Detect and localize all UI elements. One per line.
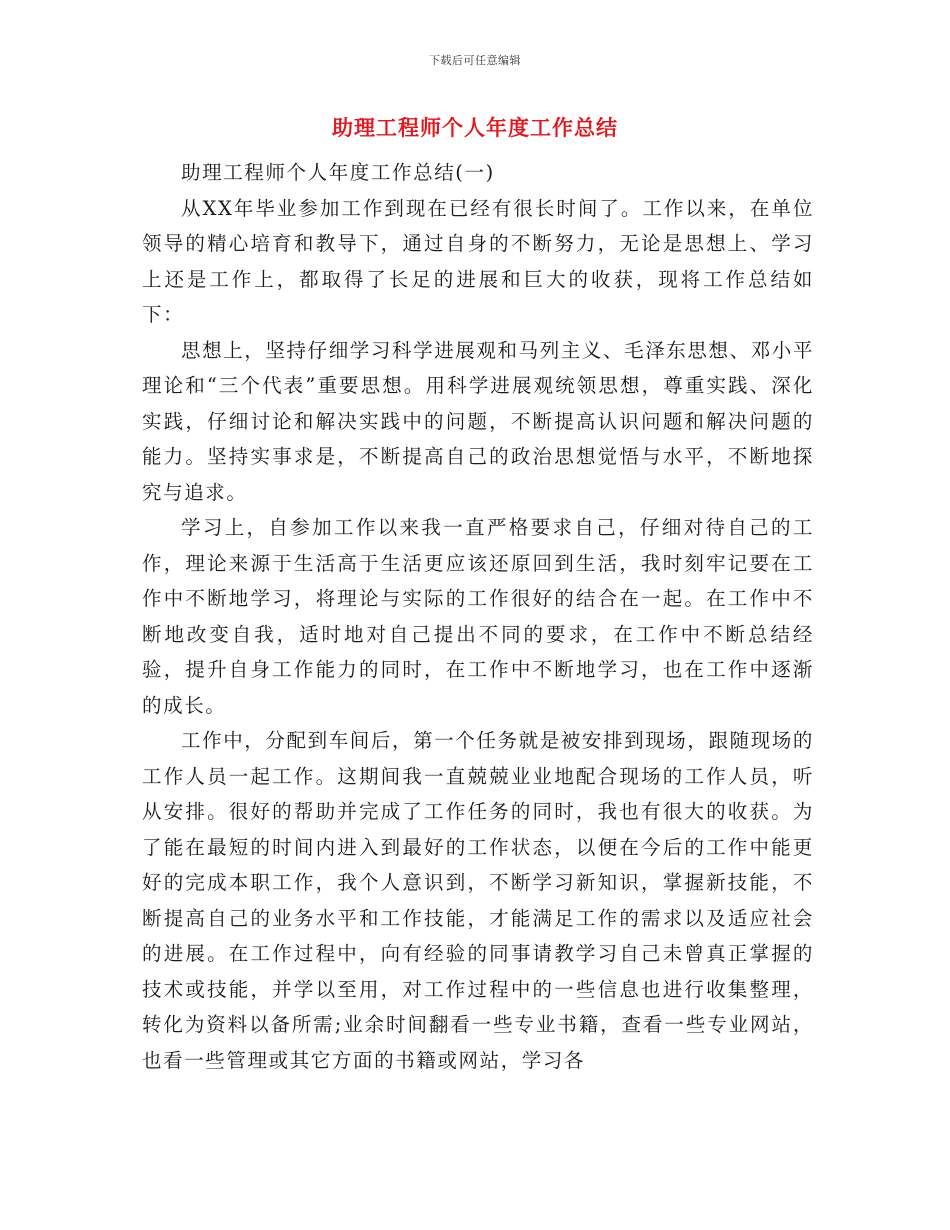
- header-note: 下载后可任意编辑: [429, 54, 521, 67]
- paragraph-intro: 从XX年毕业参加工作到现在已经有很长时间了。工作以来，在单位领导的精心培育和教导下，通过自身的不断努力，无论是思想上、学习上还是工作上，都取得了长足的进展和巨大的收获，现将工作总结如下：: [142, 196, 814, 326]
- paragraph-study: 学习上，自参加工作以来我一直严格要求自己，仔细对待自己的工作，理论来源于生活高于生活更应该还原回到生活，我时刻牢记要在工作中不断地学习，将理论与实际的工作很好的结合在一起。在工作中不断地改变自我，适时地对自己提出不同的要求，在工作中不断总结经验，提升自身工作能力的同时，在工作中不断地学习，也在工作中逐渐的成长。: [142, 516, 814, 717]
- document-title: 助理工程师个人年度工作总结: [332, 115, 618, 140]
- document-subtitle: 助理工程师个人年度工作总结(一): [181, 161, 495, 184]
- paragraph-work: 工作中，分配到车间后，第一个任务就是被安排到现场，跟随现场的工作人员一起工作。这期间我一直兢兢业业地配合现场的工作人员，听从安排。很好的帮助并完成了工作任务的同时，我也有很大的收获。为了能在最短的时间内进入到最好的工作状态，以便在今后的工作中能更好的完成本职工作，我个人意识到，不断学习新知识，掌握新技能，不断提高自己的业务水平和工作技能，才能满足工作的需求以及适应社会的进展。在工作过程中，向有经验的同事请教学习自己未曾真正掌握的技术或技能，并学以至用，对工作过程中的一些信息也进行收集整理，转化为资料以备所需;业余时间翻看一些专业书籍，查看一些专业网站，也看一些管理或其它方面的书籍或网站，学习各: [142, 729, 815, 1072]
- document-body: [142, 155, 814, 1078]
- paragraph-thought: 思想上，坚持仔细学习科学进展观和马列主义、毛泽东思想、邓小平理论和“三个代表”重要思想。用科学进展观统领思想，尊重实践、深化实践，仔细讨论和解决实践中的问题，不断提高认识问题和解决问题的能力。坚持实事求是，不断提高自己的政治思想觉悟与水平，不断地探究与追求。: [142, 338, 815, 504]
